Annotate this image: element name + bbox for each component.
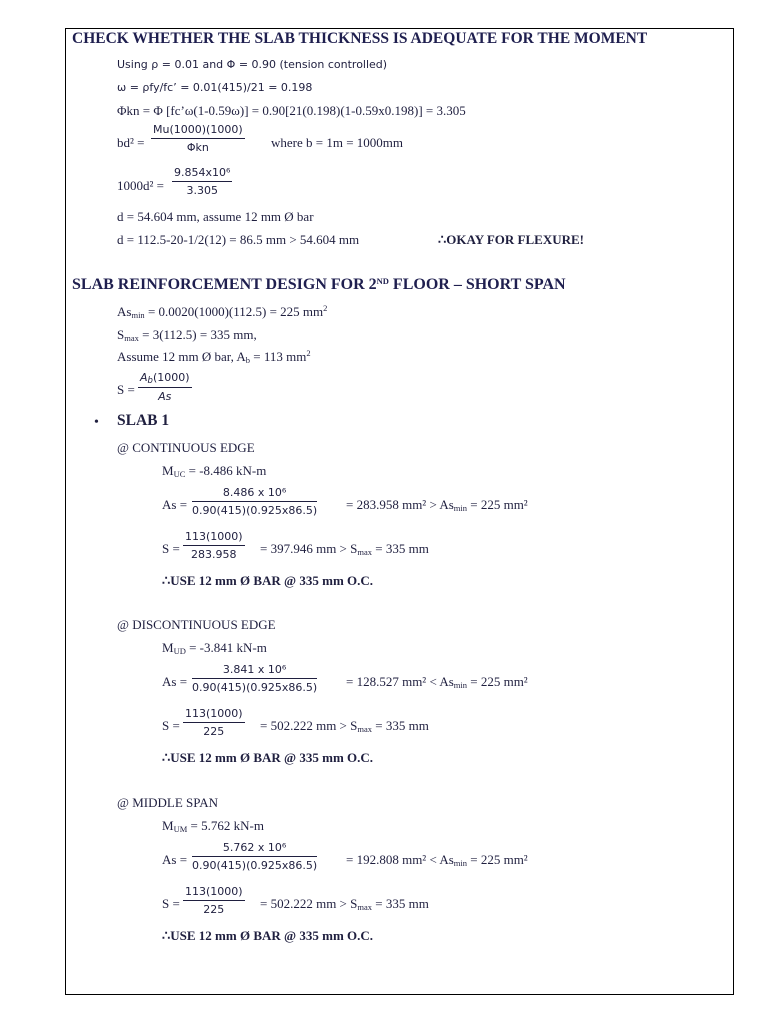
use-bar-middle: ∴USE 12 mm Ø BAR @ 335 mm O.C. [162, 928, 374, 943]
as-denominator: 0.90(415)(0.925x86.5) [192, 859, 318, 872]
bullet-icon: • [94, 415, 99, 430]
s-rhs-pre: = 502.222 mm > S [260, 718, 358, 733]
s-formula-lhs: S = [117, 382, 135, 397]
moment-continuous [162, 463, 266, 480]
moment-pre: M [162, 818, 174, 833]
heading-slab-reinforcement [72, 277, 566, 294]
as-rhs-post: = 225 mm² [467, 852, 528, 867]
bd-numerator: Mu(1000)(1000) [151, 123, 245, 139]
s-formula-ab: A [140, 371, 148, 384]
as-numerator: 5.762 x 10⁶ [192, 841, 317, 857]
ab-post: = 113 mm [250, 349, 307, 364]
s-fraction-discontinuous [183, 707, 245, 739]
s-rhs-post: = 335 mm [372, 896, 429, 911]
moment-post: = 5.762 kN-m [187, 818, 264, 833]
as-fraction-continuous [192, 486, 317, 518]
as-denominator: 0.90(415)(0.925x86.5) [192, 681, 318, 694]
smax-post: = 3(112.5) = 335 mm, [138, 327, 257, 342]
s-lhs-continuous: S = [162, 541, 180, 556]
check-line-d-calc: d = 112.5-20-1/2(12) = 86.5 mm > 54.604 mm [117, 232, 360, 247]
s-rhs-pre: = 502.222 mm > S [260, 896, 358, 911]
d-lhs: 1000d² = [117, 178, 164, 193]
heading-check-slab-thickness: CHECK WHETHER THE SLAB THICKNESS IS ADEQUATE FOR THE MOMENT [72, 30, 648, 47]
s-lhs-middle: S = [162, 896, 180, 911]
ab-pre: Assume 12 mm Ø bar, A [117, 349, 246, 364]
ab-line [117, 349, 311, 366]
as-rhs-pre: = 192.808 mm² < As [346, 852, 454, 867]
as-rhs-post: = 225 mm² [467, 497, 528, 512]
as-lhs-continuous: As = [162, 497, 188, 512]
as-fraction-middle [192, 841, 317, 873]
smax-line [117, 327, 257, 344]
as-rhs-sub: min [453, 680, 467, 690]
d-denominator: 3.305 [186, 184, 218, 197]
s-formula-ab-sub: b [147, 376, 153, 386]
bd-rhs: where b = 1m = 1000mm [271, 135, 404, 150]
ab-sub: b [245, 355, 250, 365]
s-denominator: 225 [203, 903, 225, 916]
as-rhs-pre: = 283.958 mm² > As [346, 497, 454, 512]
moment-discontinuous [162, 640, 267, 657]
as-denominator: 0.90(415)(0.925x86.5) [192, 504, 318, 517]
moment-pre: M [162, 640, 174, 655]
s-formula-fraction [138, 371, 192, 404]
bd-lhs: bd² = [117, 135, 145, 150]
as-numerator: 3.841 x 10⁶ [192, 663, 317, 679]
as-fraction-discontinuous [192, 663, 317, 695]
s-rhs-discontinuous [260, 718, 429, 735]
section-title-middle: @ MIDDLE SPAN [117, 795, 219, 810]
s-rhs-sub: max [357, 547, 373, 557]
s-numerator: 113(1000) [183, 530, 245, 546]
section-title-discontinuous: @ DISCONTINUOUS EDGE [117, 617, 276, 632]
bd-denominator: Φkn [186, 141, 209, 154]
as-rhs-sub: min [453, 858, 467, 868]
moment-middle [162, 818, 264, 835]
heading2-sup: ND [376, 276, 389, 286]
asmin-line [117, 304, 327, 321]
bd-fraction [151, 123, 245, 155]
section-title-continuous: @ CONTINUOUS EDGE [117, 440, 255, 455]
as-lhs-discontinuous: As = [162, 674, 188, 689]
ab-sq: 2 [306, 348, 311, 358]
as-rhs-discontinuous [346, 674, 528, 691]
heading2-pre: SLAB REINFORCEMENT DESIGN FOR 2 [72, 276, 377, 293]
check-line-phikn: Φkn = Φ [fc’ω(1-0.59ω)] = 0.90[21(0.198)(1-0.59x0.198)] = 3.305 [117, 103, 466, 118]
check-line-omega: ω = ρfy/fc’ = 0.01(415)/21 = 0.198 [117, 81, 313, 94]
asmin-sub: min [131, 310, 145, 320]
s-denominator: 283.958 [191, 548, 237, 561]
s-denominator: 225 [203, 725, 225, 738]
moment-post: = -3.841 kN-m [185, 640, 267, 655]
moment-pre: M [162, 463, 174, 478]
s-formula-num-post: (1000) [152, 371, 190, 384]
s-rhs-post: = 335 mm [372, 718, 429, 733]
as-rhs-sub: min [453, 503, 467, 513]
asmin-post: = 0.0020(1000)(112.5) = 225 mm [144, 304, 324, 319]
as-rhs-post: = 225 mm² [467, 674, 528, 689]
s-formula-denominator: As [158, 390, 172, 403]
s-rhs-middle [260, 896, 429, 913]
s-rhs-sub: max [357, 724, 373, 734]
as-rhs-middle [346, 852, 528, 869]
heading2-post: FLOOR – SHORT SPAN [388, 276, 566, 293]
moment-sub: UM [173, 824, 188, 834]
s-rhs-continuous [260, 541, 429, 558]
use-bar-discontinuous: ∴USE 12 mm Ø BAR @ 335 mm O.C. [162, 750, 374, 765]
d-fraction [172, 166, 232, 198]
moment-sub: UC [173, 469, 186, 479]
as-numerator: 8.486 x 10⁶ [192, 486, 317, 502]
okay-for-flexure: ∴OKAY FOR FLEXURE! [438, 232, 584, 247]
d-numerator: 9.854x10⁶ [172, 166, 232, 182]
asmin-pre: As [117, 304, 132, 319]
as-lhs-middle: As = [162, 852, 188, 867]
moment-post: = -8.486 kN-m [185, 463, 267, 478]
s-fraction-middle [183, 885, 245, 917]
s-rhs-sub: max [357, 902, 373, 912]
s-lhs-discontinuous: S = [162, 718, 180, 733]
use-bar-continuous: ∴USE 12 mm Ø BAR @ 335 mm O.C. [162, 573, 374, 588]
check-line-d-assume: d = 54.604 mm, assume 12 mm Ø bar [117, 209, 314, 224]
as-rhs-continuous [346, 497, 528, 514]
s-numerator: 113(1000) [183, 707, 245, 723]
smax-sub: max [124, 333, 139, 343]
asmin-sq: 2 [323, 303, 328, 313]
as-rhs-pre: = 128.527 mm² < As [346, 674, 454, 689]
s-numerator: 113(1000) [183, 885, 245, 901]
s-rhs-pre: = 397.946 mm > S [260, 541, 358, 556]
slab1-title: SLAB 1 [117, 412, 170, 429]
check-line-using-rho: Using ρ = 0.01 and Φ = 0.90 (tension controlled) [117, 58, 388, 71]
s-formula-numerator [138, 371, 192, 388]
smax-pre: S [117, 327, 125, 342]
moment-sub: UD [173, 646, 186, 656]
s-fraction-continuous [183, 530, 245, 562]
s-rhs-post: = 335 mm [372, 541, 429, 556]
